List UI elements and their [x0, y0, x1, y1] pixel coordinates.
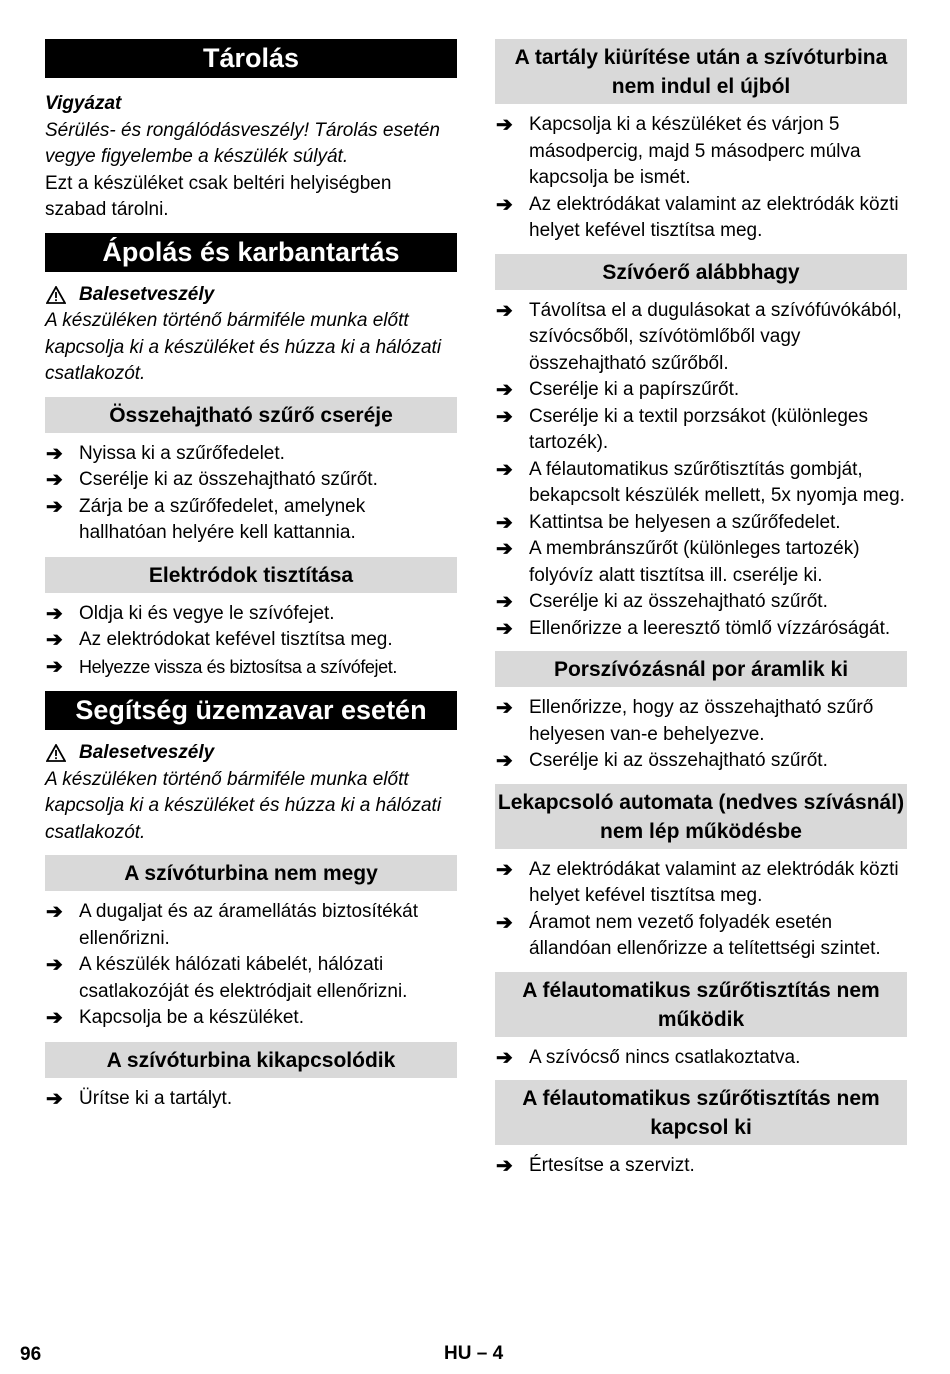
arrow-right-icon: ➔ — [46, 954, 63, 976]
care-warning-label: Balesetveszély — [79, 283, 215, 305]
suction-steps — [495, 298, 907, 643]
list-item: ➔ Távolítsa el a dugulásokat a szívófúvókából, szívócsőből, szívótömlőből vagy összehajtható szűrőből. — [496, 299, 902, 374]
storage-text: Ezt a készüléket csak beltéri helyiségben szabad tárolni. — [45, 172, 392, 220]
turbine-off-steps — [45, 1086, 457, 1113]
list-item: ➔ Nyissa ki a szűrőfedelet. — [45, 441, 457, 468]
help-warning-label: Balesetveszély — [79, 742, 215, 763]
arrow-right-icon: ➔ — [496, 114, 513, 136]
arrow-right-icon: ➔ — [496, 299, 513, 322]
caution-text: Sérülés- és rongálódásveszély! Tárolás esetén vegye figyelembe a készülék súlyát. — [45, 119, 440, 167]
suction-heading: Szívóerő alábbhagy — [495, 254, 907, 290]
list-item: ➔ Az elektródokat kefével tisztítsa meg. — [45, 627, 457, 654]
semi-not-off-heading: A félautomatikus szűrőtisztítás nem kapcsol ki — [495, 1080, 907, 1145]
turbine-off-heading: A szívóturbina kikapcsolódik — [45, 1042, 457, 1078]
electrodes-heading: Elektródok tisztítása — [45, 557, 457, 593]
care-warning-text: A készüléken történő bármiféle munka előtt kapcsolja ki a készüléket és húzza ki a hálózati csatlakozót. — [45, 310, 442, 384]
arrow-right-icon: ➔ — [496, 379, 513, 401]
page-code: HU – 4 — [444, 1343, 504, 1364]
list-item: ➔ Helyezze vissza és biztosítsa a szívófejet. — [45, 654, 457, 682]
list-item: ➔ Értesítse a szervizt. — [495, 1153, 907, 1180]
list-item: ➔ Kattintsa be helyesen a szűrőfedelet. — [495, 510, 907, 537]
dust-steps — [495, 695, 907, 775]
list-item: ➔ Kapcsolja ki a készüléket és várjon 5 másodpercig, majd 5 másodperc múlva kapcsolja be ismét. — [496, 114, 861, 188]
arrow-right-icon: ➔ — [496, 858, 513, 881]
semi-not-working-steps — [495, 1045, 907, 1072]
arrow-right-icon: ➔ — [496, 511, 513, 534]
list-item: ➔ Ellenőrizze a leeresztő tömlő vízzáróságát. — [495, 616, 907, 643]
electrodes-steps — [45, 601, 457, 682]
arrow-right-icon: ➔ — [46, 655, 63, 678]
troubleshooting-heading: Segítség üzemzavar esetén — [45, 691, 457, 730]
arrow-right-icon: ➔ — [46, 1007, 63, 1029]
arrow-right-icon: ➔ — [46, 1087, 63, 1110]
list-item: ➔ Áramot nem vezető folyadék esetén állandóan ellenőrizze a telítettségi szintet. — [496, 911, 881, 959]
list-item: ➔ Ellenőrizze, hogy az összehajtható szűrő helyesen van-e behelyezve. — [496, 697, 874, 745]
semi-not-working-heading: A félautomatikus szűrőtisztítás nem működik — [495, 972, 907, 1037]
care-warning — [45, 282, 457, 309]
arrow-right-icon: ➔ — [496, 1155, 513, 1177]
arrow-right-icon: ➔ — [496, 193, 513, 216]
restart-heading: A tartály kiürítése után a szívóturbina nem indul el újból — [495, 39, 907, 104]
storage-heading: Tárolás — [45, 39, 457, 78]
list-item: ➔ Az elektródákat valamint az elektródák közti helyet kefével tisztítsa meg. — [496, 193, 899, 241]
list-item: ➔ A membránszűrőt (különleges tartozék) folyóvíz alatt tisztítsa ill. cserélje ki. — [496, 538, 860, 586]
arrow-right-icon: ➔ — [496, 405, 513, 428]
list-item: ➔ Ürítse ki a tartályt. — [45, 1086, 457, 1113]
list-item: ➔ Zárja be a szűrőfedelet, amelynek hallhatóan helyére kell kattannia. — [46, 495, 366, 543]
semi-not-off-steps — [495, 1153, 907, 1180]
restart-steps — [495, 112, 907, 245]
arrow-right-icon: ➔ — [46, 629, 63, 651]
left-column — [45, 39, 457, 1112]
list-item: ➔ A félautomatikus szűrőtisztítás gombját, bekapcsolt készülék mellett, 5x nyomja meg. — [496, 458, 905, 506]
help-warning — [45, 740, 457, 767]
list-item: ➔ Kapcsolja be a készüléket. — [45, 1005, 457, 1032]
care-heading: Ápolás és karbantartás — [45, 233, 457, 272]
list-item: ➔ A szívócső nincs csatlakoztatva. — [495, 1045, 907, 1072]
warning-triangle-icon — [46, 744, 66, 762]
shutoff-heading: Lekapcsoló automata (nedves szívásnál) nem lép működésbe — [495, 784, 907, 849]
filter-heading: Összehajtható szűrő cseréje — [45, 397, 457, 433]
list-item: ➔ Cserélje ki a textil porzsákot (különleges tartozék). — [496, 405, 868, 453]
arrow-right-icon: ➔ — [496, 458, 513, 481]
arrow-right-icon: ➔ — [46, 469, 63, 491]
arrow-right-icon: ➔ — [46, 442, 63, 465]
right-column — [495, 39, 907, 1180]
warning-triangle-icon — [46, 286, 66, 304]
list-item: ➔ Az elektródákat valamint az elektródák közti helyet kefével tisztítsa meg. — [496, 858, 899, 906]
arrow-right-icon: ➔ — [496, 1046, 513, 1069]
list-item: ➔ A készülék hálózati kábelét, hálózati csatlakozóját és elektródjait ellenőrizni. — [46, 954, 408, 1002]
filter-steps — [45, 441, 457, 547]
arrow-right-icon: ➔ — [496, 750, 513, 772]
arrow-right-icon: ➔ — [46, 901, 63, 923]
turbine-not-running-steps — [45, 899, 457, 1032]
arrow-right-icon: ➔ — [496, 538, 513, 560]
page-number: 96 — [20, 1344, 42, 1365]
list-item: ➔ Cserélje ki az összehajtható szűrőt. — [495, 748, 907, 775]
list-item: ➔ A dugaljat és az áramellátás biztosítékát ellenőrizni. — [46, 901, 419, 949]
list-item: ➔ Oldja ki és vegye le szívófejet. — [45, 601, 457, 628]
arrow-right-icon: ➔ — [46, 602, 63, 625]
help-warning-text: A készüléken történő bármiféle munka előtt kapcsolja ki a készüléket és húzza ki a hálózati csatlakozót. — [45, 768, 442, 843]
dust-heading: Porszívózásnál por áramlik ki — [495, 651, 907, 687]
arrow-right-icon: ➔ — [496, 911, 513, 934]
list-item: ➔ Cserélje ki a papírszűrőt. — [495, 377, 907, 404]
arrow-right-icon: ➔ — [496, 591, 513, 613]
list-item: ➔ Cserélje ki az összehajtható szűrőt. — [495, 589, 907, 616]
list-item: ➔ Cserélje ki az összehajtható szűrőt. — [45, 467, 457, 494]
shutoff-steps — [495, 857, 907, 963]
caution-label: Vigyázat — [45, 93, 122, 114]
arrow-right-icon: ➔ — [46, 495, 63, 518]
turbine-not-running-heading: A szívóturbina nem megy — [45, 855, 457, 891]
arrow-right-icon: ➔ — [496, 617, 513, 640]
arrow-right-icon: ➔ — [496, 697, 513, 719]
